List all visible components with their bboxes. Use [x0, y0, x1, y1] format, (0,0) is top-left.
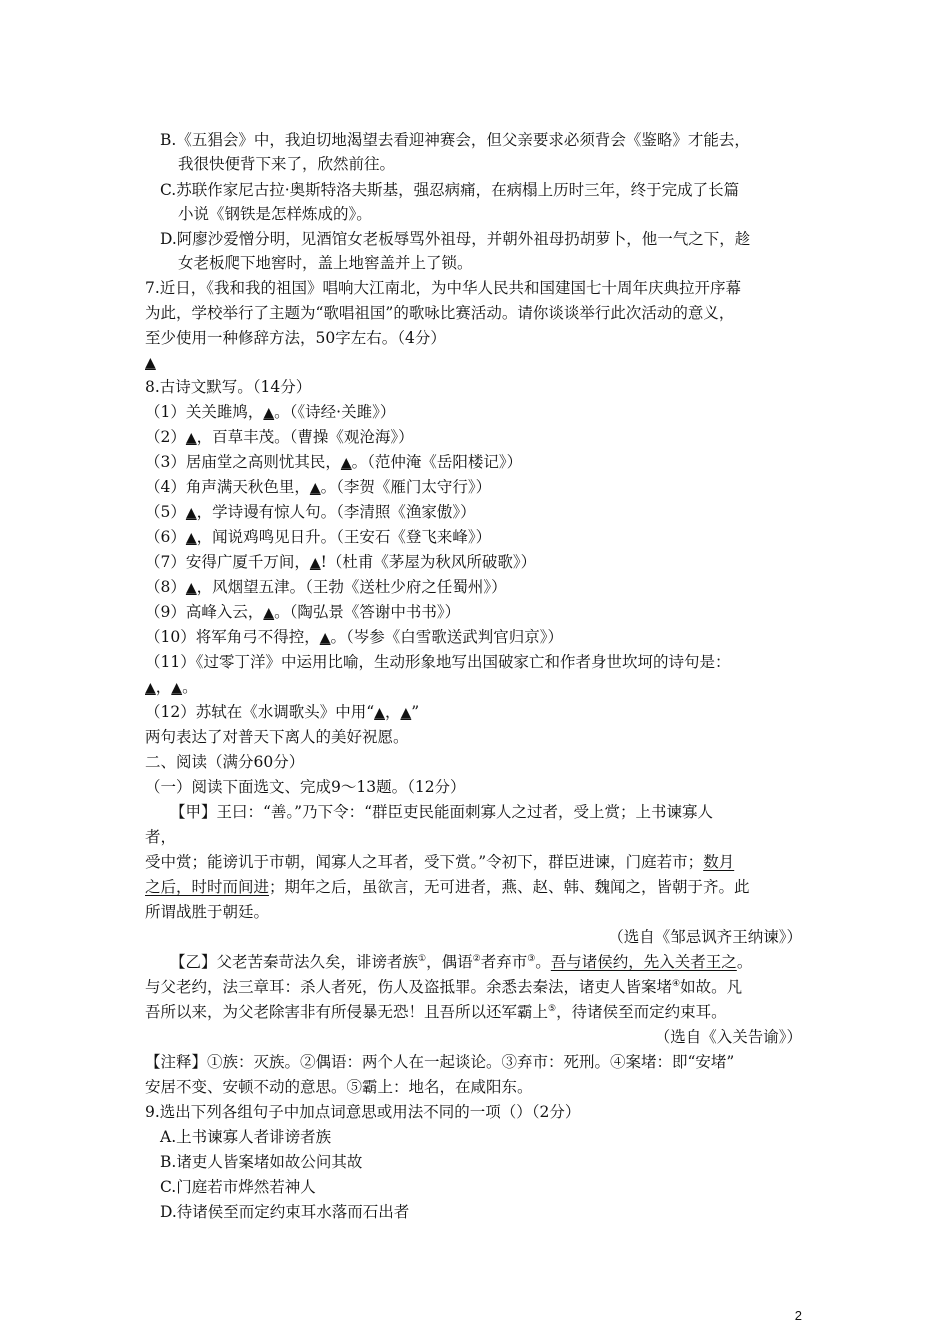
answer-blank: ▲: [319, 630, 331, 646]
answer-blank: ▲: [263, 405, 275, 421]
passage-yi-source: （选自《入关告谕》）: [654, 1028, 802, 1046]
passage-jia-line2: 者，: [145, 828, 177, 846]
notes-line1: 【注释】①族：灭族。②偶语：两个人在一起谈论。③弃市：死刑。④案堵：即“安堵”: [145, 1053, 735, 1071]
q9-option-c: C.门庭若市烨然若神人: [160, 1178, 316, 1196]
q8-item-10: （10）将军角弓不得控，▲。（岑参《白雪歌送武判官归京》）: [145, 628, 564, 646]
answer-blank: ▲: [309, 555, 321, 571]
answer-blank: ▲: [171, 680, 183, 696]
q6-option-d-line2: 女老板爬下地窖时，盖上地窖盖并上了锁。: [178, 254, 473, 272]
page-number: 2: [794, 1308, 802, 1323]
underlined-text: 吾与诸侯约，先入关者王之: [550, 953, 737, 971]
q8-title: 8.古诗文默写。（14分）: [145, 378, 312, 396]
q9-option-a: A.上书谏寡人者诽谤者族: [160, 1128, 332, 1146]
passage-jia-line5: 所谓战胜于朝廷。: [145, 903, 270, 921]
q8-item-12-line2: 两句表达了对普天下离人的美好祝愿。: [145, 728, 409, 746]
passage-jia-line1: 【甲】王曰：“善。”乃下令：“群臣吏民能面刺寡人之过者，受上赏；上书谏寡人: [170, 803, 714, 821]
passage-yi-line2: 与父老约，法三章耳：杀人者死，伤人及盗抵罪。余悉去秦法，诸吏人皆案堵④如故。凡: [145, 978, 743, 996]
answer-blank: ▲: [185, 530, 197, 546]
q8-item-9: （9）高峰入云，▲。（陶弘景《答谢中书书》）: [145, 603, 461, 621]
q8-item-5: （5）▲，学诗谩有惊人句。（李清照《渔家傲》）: [145, 503, 476, 521]
q8-item-1: （1）关关雎鸠，▲。（《诗经·关雎》）: [145, 403, 396, 421]
answer-blank: ▲: [400, 705, 412, 721]
q8-item-11: （11）《过零丁洋》中运用比喻，生动形象地写出国破家亡和作者身世坎坷的诗句是：: [145, 653, 731, 671]
q6-option-b-line2: 我很快便背下来了，欣然前往。: [178, 155, 396, 173]
answer-blank: ▲: [185, 505, 197, 521]
q9-option-b: B.诸吏人皆案堵如故公问其故: [160, 1153, 363, 1171]
answer-blank: ▲: [145, 355, 156, 371]
q7-answer-blank: [145, 350, 156, 375]
q6-option-c-line1: C.苏联作家尼古拉·奥斯特洛夫斯基，强忍病痛，在病榻上历时三年，终于完成了长篇: [160, 181, 740, 199]
q7-line3: 至少使用一种修辞方法，50字左右。（4分）: [145, 329, 446, 347]
q7-line2: 为此，学校举行了主题为“歌唱祖国”的歌咏比赛活动。请你谈谈举行此次活动的意义，: [145, 304, 735, 322]
notes-line2: 安居不变、安顿不动的意思。⑤霸上：地名，在咸阳东。: [145, 1078, 533, 1096]
q8-item-6: （6）▲，闻说鸡鸣见日升。（王安石《登飞来峰》）: [145, 528, 492, 546]
q8-item-3: （3）居庙堂之高则忧其民，▲。（范仲淹《岳阳楼记》）: [145, 453, 523, 471]
q9-option-d: D.待诸侯至而定约束耳水落而石出者: [160, 1203, 410, 1221]
passage-jia-line3: 受中赏；能谤讥于市朝，闻寡人之耳者，受下赏。”令初下，群臣进谏，门庭若市；数月: [145, 853, 735, 871]
passage-yi-line3: 吾所以来，为父老除害非有所侵暴无恐！且吾所以还军霸上⑤，待诸侯至而定约束耳。: [145, 1003, 727, 1021]
answer-blank: ▲: [145, 680, 156, 696]
q8-item-2: （2）▲，百草丰茂。（曹操《观沧海》）: [145, 428, 414, 446]
answer-blank: ▲: [185, 430, 197, 446]
q8-item-4: （4）角声满天秋色里，▲。（李贺《雁门太守行》）: [145, 478, 492, 496]
q8-item-11-answer: ▲，▲。: [145, 678, 198, 696]
subsection-title: （一）阅读下面选文、完成9～13题。（12分）: [145, 778, 466, 796]
q8-item-12: （12）苏轼在《水调歌头》中用“▲，▲”: [145, 703, 420, 721]
q6-option-c-line2: 小说《钢铁是怎样炼成的》。: [178, 205, 372, 223]
q9-stem: 9.选出下列各组句子中加点词意思或用法不同的一项（）（2分）: [145, 1103, 581, 1121]
answer-blank: ▲: [309, 480, 321, 496]
answer-blank: ▲: [185, 580, 197, 596]
q7-line1: 7.近日，《我和我的祖国》唱响大江南北，为中华人民共和国建国七十周年庆典拉开序幕: [145, 279, 742, 297]
q6-option-b-line1: B.《五猖会》中，我迫切地渴望去看迎神赛会，但父亲要求必须背会《鉴略》才能去，: [160, 131, 750, 149]
underlined-text: 数月: [703, 853, 735, 871]
answer-blank: ▲: [340, 455, 352, 471]
q6-option-d-line1: D.阿廖沙爱憎分明，见酒馆女老板辱骂外祖母，并朝外祖母扔胡萝卜，他一气之下，趁: [160, 230, 751, 248]
underlined-text: 之后，时时而间进: [145, 878, 270, 896]
q8-item-8: （8）▲，风烟望五津。（王勃《送杜少府之任蜀州》）: [145, 578, 507, 596]
passage-yi-line1: 【乙】父老苦秦苛法久矣，诽谤者族①，偶语②者弃市③。吾与诸侯约，先入关者王之。: [170, 953, 753, 971]
q8-item-7: （7）安得广厦千万间，▲!（杜甫《茅屋为秋风所破歌》）: [145, 553, 537, 571]
answer-blank: ▲: [263, 605, 275, 621]
passage-jia-line4: 之后，时时而间进；期年之后，虽欲言，无可进者，燕、赵、韩、魏闻之，皆朝于齐。此: [145, 878, 750, 896]
passage-jia-source: （选自《邹忌讽齐王纳谏》）: [608, 928, 802, 946]
section-title: 二、阅读（满分60分）: [145, 753, 305, 771]
answer-blank: ▲: [374, 705, 385, 721]
